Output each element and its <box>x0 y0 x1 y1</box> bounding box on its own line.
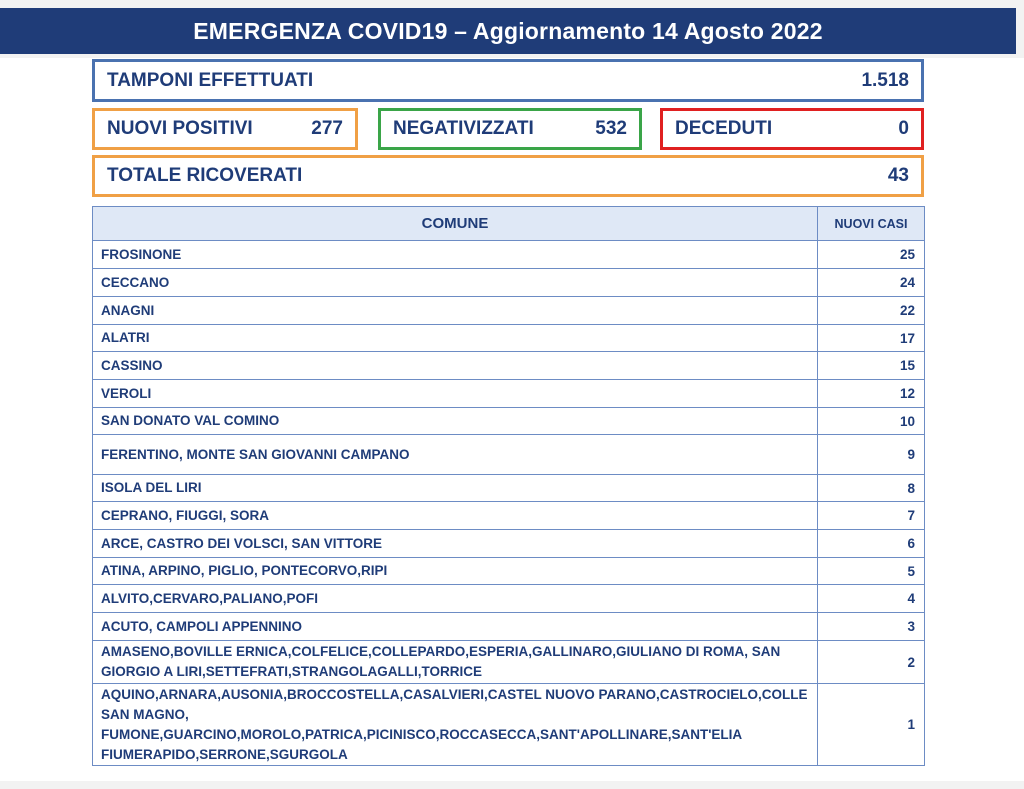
nuovi-casi-cell: 22 <box>818 297 925 325</box>
table-row <box>93 297 925 325</box>
comune-cell: ALATRI <box>93 325 818 352</box>
comune-cell: AQUINO,ARNARA,AUSONIA,BROCCOSTELLA,CASALVIERI,CASTEL NUOVO PARANO,CASTROCIELO,COLLE SAN MAGNO, FUMONE,GUARCINO,MOROLO,PATRICA,PICINISCO,ROCCASECCA,SANT'APOLLINARE,SANT'ELIA FIUMERAPIDO,SERRONE,SGURGOLA <box>93 684 818 766</box>
nuovi-casi-cell: 12 <box>818 380 925 408</box>
comune-cell: ANAGNI <box>93 297 818 325</box>
table-row <box>93 641 925 684</box>
nuovi-casi-cell: 3 <box>818 613 925 641</box>
cases-table <box>92 206 925 766</box>
table-row <box>93 558 925 585</box>
page-title: EMERGENZA COVID19 – Aggiornamento 14 Agosto 2022 <box>0 8 1016 54</box>
nuovi-casi-cell: 15 <box>818 352 925 380</box>
table-row <box>93 530 925 558</box>
nuovi-positivi-label: NUOVI POSITIVI <box>107 118 253 139</box>
comune-cell: ATINA, ARPINO, PIGLIO, PONTECORVO,RIPI <box>93 558 818 585</box>
comune-cell: CASSINO <box>93 352 818 380</box>
table-row <box>93 352 925 380</box>
comune-cell: VEROLI <box>93 380 818 408</box>
nuovi-casi-cell: 9 <box>818 435 925 475</box>
comune-cell: ARCE, CASTRO DEI VOLSCI, SAN VITTORE <box>93 530 818 558</box>
nuovi-casi-cell: 25 <box>818 241 925 269</box>
ricoverati-label: TOTALE RICOVERATI <box>107 165 303 186</box>
negativizzati-box <box>378 108 642 150</box>
nuovi-casi-cell: 5 <box>818 558 925 585</box>
table-row <box>93 380 925 408</box>
table-row <box>93 684 925 766</box>
comune-cell: AMASENO,BOVILLE ERNICA,COLFELICE,COLLEPARDO,ESPERIA,GALLINARO,GIULIANO DI ROMA, SAN GIORGIO A LIRI,SETTEFRATI,STRANGOLAGALLI,TORRICE <box>93 641 818 684</box>
ricoverati-box <box>92 155 924 197</box>
table-row <box>93 502 925 530</box>
comune-cell: FROSINONE <box>93 241 818 269</box>
nuovi-casi-cell: 10 <box>818 408 925 435</box>
deceduti-box <box>660 108 924 150</box>
ricoverati-value: 43 <box>887 165 909 186</box>
tamponi-label: TAMPONI EFFETTUATI <box>107 69 314 91</box>
table-row <box>93 475 925 502</box>
comune-cell: ALVITO,CERVARO,PALIANO,POFI <box>93 585 818 613</box>
table-row <box>93 241 925 269</box>
comune-cell: ISOLA DEL LIRI <box>93 475 818 502</box>
nuovi-casi-cell: 1 <box>818 684 925 766</box>
negativizzati-label: NEGATIVIZZATI <box>393 118 534 139</box>
nuovi-casi-cell: 7 <box>818 502 925 530</box>
table-row <box>93 613 925 641</box>
table-row <box>93 435 925 475</box>
deceduti-value: 0 <box>898 118 909 139</box>
column-header-nuovi-casi: NUOVI CASI <box>818 207 925 241</box>
nuovi-casi-cell: 24 <box>818 269 925 297</box>
tamponi-box <box>92 59 924 102</box>
table-row <box>93 585 925 613</box>
comune-cell: FERENTINO, MONTE SAN GIOVANNI CAMPANO <box>93 435 818 475</box>
nuovi-casi-cell: 4 <box>818 585 925 613</box>
nuovi-positivi-value: 277 <box>311 118 343 139</box>
nuovi-casi-cell: 2 <box>818 641 925 684</box>
table-row <box>93 408 925 435</box>
nuovi-casi-cell: 17 <box>818 325 925 352</box>
nuovi-casi-cell: 8 <box>818 475 925 502</box>
negativizzati-value: 532 <box>595 118 627 139</box>
tamponi-value: 1.518 <box>861 69 909 91</box>
column-header-comune: COMUNE <box>93 207 818 241</box>
nuovi-positivi-box <box>92 108 358 150</box>
nuovi-casi-cell: 6 <box>818 530 925 558</box>
table-row <box>93 325 925 352</box>
table-row <box>93 269 925 297</box>
table-header-row <box>93 207 925 241</box>
comune-cell: CECCANO <box>93 269 818 297</box>
deceduti-label: DECEDUTI <box>675 118 773 139</box>
bottom-strip <box>0 781 1024 789</box>
comune-cell: ACUTO, CAMPOLI APPENNINO <box>93 613 818 641</box>
comune-cell: CEPRANO, FIUGGI, SORA <box>93 502 818 530</box>
comune-cell: SAN DONATO VAL COMINO <box>93 408 818 435</box>
